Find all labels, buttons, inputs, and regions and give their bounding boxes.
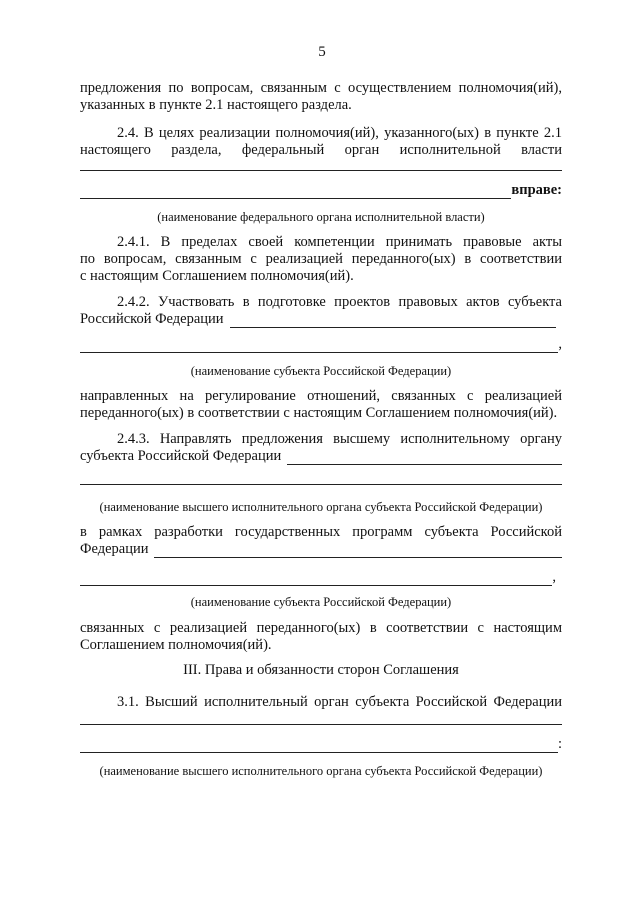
blank-fill: [80, 340, 558, 353]
text-line: 3.1. Высший исполнительный орган субъекта Российской Федерации: [117, 694, 562, 710]
text-line: по вопросам, связанным с реализацией переданного(ых) в соответствии: [80, 251, 562, 267]
blank-fill: [287, 452, 562, 465]
caption: (наименование федерального органа исполнительной власти): [157, 210, 485, 224]
text-line: 2.4.3. Направлять предложения высшему исполнительному органу: [117, 431, 562, 447]
colon: :: [557, 736, 562, 752]
blank-line: [80, 484, 562, 485]
blank-fill: [80, 186, 511, 199]
text-line: в рамках разработки государственных программ субъекта Российской: [80, 524, 562, 540]
page-number: 5: [318, 44, 326, 60]
blank-line: [80, 336, 562, 353]
blank-line: [80, 736, 562, 753]
text: Российской Федерации: [80, 311, 224, 327]
text-line: [80, 541, 562, 558]
blank-fill: [154, 545, 562, 558]
caption: (наименование высшего исполнительного органа субъекта Российской Федерации): [99, 500, 543, 514]
blank-fill: [80, 740, 558, 753]
blank-line: [80, 569, 556, 586]
blank-fill: [80, 573, 552, 586]
blank-line: [80, 170, 562, 171]
text-vprave: вправе:: [511, 182, 562, 198]
text-line: 2.4. В целях реализации полномочия(ий), указанного(ых) в пункте 2.1: [117, 125, 562, 141]
text-line: связанных с реализацией переданного(ых) в соответствии с настоящим: [80, 620, 562, 636]
blank-line-with-text: [80, 182, 562, 199]
text-line: [80, 311, 556, 328]
text-line: указанных в пункте 2.1 настоящего раздела.: [80, 97, 352, 113]
text: Федерации: [80, 541, 149, 557]
blank-fill: [230, 315, 556, 328]
text-line: 2.4.1. В пределах своей компетенции принимать правовые акты: [117, 234, 562, 250]
caption: (наименование субъекта Российской Федерации): [190, 595, 452, 609]
text-line: направленных на регулирование отношений, связанных с реализацией: [80, 388, 562, 404]
text-line: Соглашением полномочия(ий).: [80, 637, 272, 653]
caption: (наименование субъекта Российской Федерации): [190, 364, 452, 378]
caption: (наименование высшего исполнительного органа субъекта Российской Федерации): [99, 764, 543, 778]
text-line: с настоящим Соглашением полномочия(ий).: [80, 268, 354, 284]
section-heading: III. Права и обязанности сторон Соглашения: [183, 662, 459, 678]
text-line: настоящего раздела, федеральный орган исполнительной власти: [80, 142, 562, 158]
comma: ,: [558, 336, 562, 352]
text-line: 2.4.2. Участвовать в подготовке проектов правовых актов субъекта: [117, 294, 562, 310]
text-line: предложения по вопросам, связанным с осуществлением полномочия(ий),: [80, 80, 562, 96]
comma: ,: [552, 569, 556, 585]
text-line: [80, 448, 562, 465]
text: субъекта Российской Федерации: [80, 448, 282, 464]
text-line: переданного(ых) в соответствии с настоящим Соглашением полномочия(ий).: [80, 405, 558, 421]
blank-line: [80, 724, 562, 725]
